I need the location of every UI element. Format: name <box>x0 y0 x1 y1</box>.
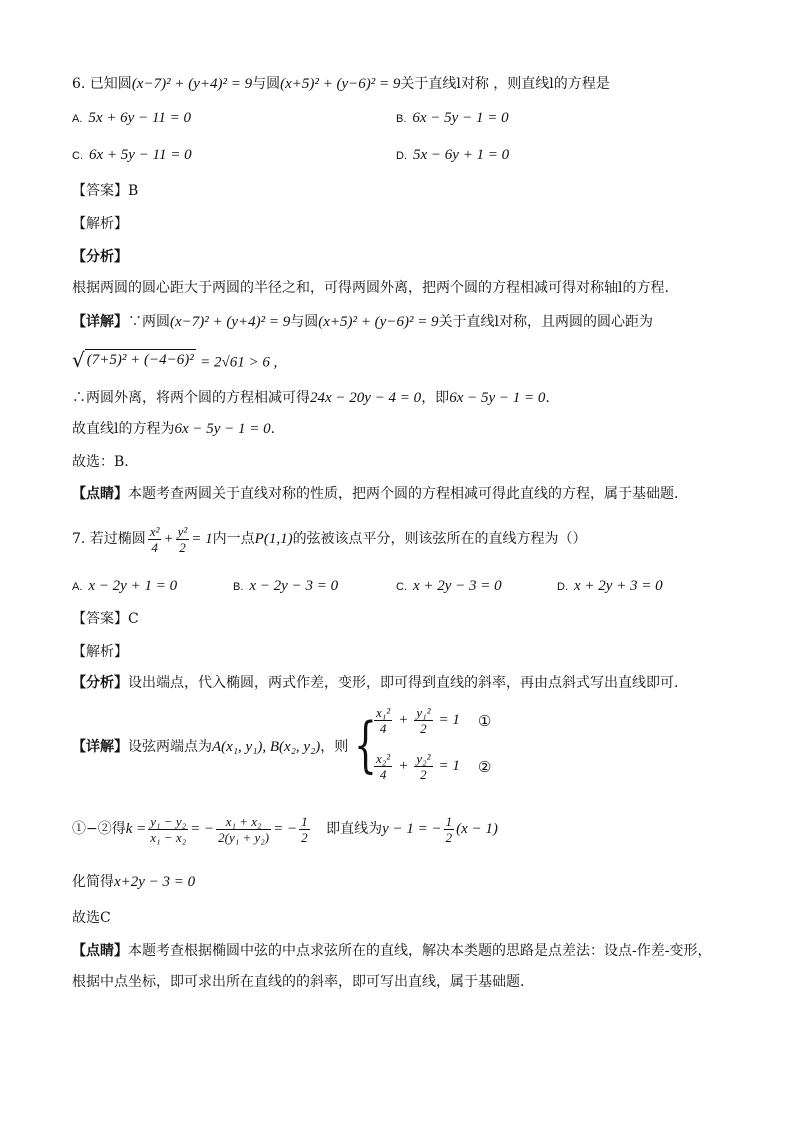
q6-dianjing: 【点睛】本题考查两圆关于直线对称的性质，把两个圆的方程相减可得此直线的方程，属于基础题. <box>72 486 679 502</box>
q6-fenxi-text: 根据两圆的圆心距大于两圆的半径之和，可得两圆外离，把两个圆的方程相减可得对称轴l的方程. <box>72 280 669 296</box>
q6-xiangjie-line1: 【详解】∵两圆(x−7)² + (y+4)² = 9与圆(x+5)² + (y−6)² = 9关于直线l对称，且两圆的圆心距为 <box>72 314 654 330</box>
q7-choose: 故选C <box>72 910 111 926</box>
q7-fenxi: 【分析】设出端点，代入椭圆，两式作差，变形，即可得到直线的斜率，再由点斜式写出直线即可. <box>72 675 679 691</box>
q6-line3: ∴两圆外离，将两个圆的方程相减可得24x − 20y − 4 = 0，即6x − 5y − 1 = 0. <box>72 390 550 406</box>
q6-jiexi: 【解析】 <box>72 216 128 232</box>
q7-dianjing-2: 根据中点坐标，即可求出所在直线的的斜率，即可写出直线，属于基础题. <box>72 974 525 990</box>
q6-fenxi-tag: 【分析】 <box>72 249 128 265</box>
q7-option-b: B. x − 2y − 3 = 0 <box>233 578 339 594</box>
q7-simplify: 化简得x+2y − 3 = 0 <box>72 874 196 890</box>
q7-option-a: A. x − 2y + 1 = 0 <box>72 578 178 594</box>
q7-dianjing-1: 【点睛】本题考查根据椭圆中弦的中点求弦所在的直线，解决本类题的思路是点差法：设点-作差-变形， <box>72 943 712 959</box>
system-equation-2: $\frac{\text{x₂²}}{4}$ + $\frac{\text{y₂²}}{2}$ = 1 ② <box>376 751 492 782</box>
q7-option-d: D. x + 2y + 3 = 0 <box>557 578 663 594</box>
q7-stem: 7. 若过椭圆 $\frac{\text{x²}}{4}$ + $\frac{\text{y²}}{2}$ = 1内一点P(1,1)的弦被该点平分，则该弦所在的直线方程为（） <box>72 523 587 555</box>
q7-slope: ①−②得k = $\frac{\text{y₁ − y₂}}{\text{x₁ − x₂}}$ = − $\frac{\text{x₁ + x₂}}{\text{2(y₁ + y₂)}}$ = − $\frac{1}{2}$ 即直线为y − 1 = − $\frac{1}{2}$ (x − 1) <box>72 813 498 845</box>
q7-xiangjie: 【详解】设弦两端点为A(x₁, y₁), B(x₂, y₂)，则 <box>72 739 349 755</box>
q6-line4: 故直线l的方程为6x − 5y − 1 = 0. <box>72 421 276 437</box>
q6-answer: 【答案】B <box>72 183 139 199</box>
q6-stem: 6. 已知圆(x−7)² + (y+4)² = 9与圆(x+5)² + (y−6)² = 9关于直线l对称 ，则直线l的方程是 <box>72 76 610 92</box>
system-brace: { <box>354 710 377 780</box>
q6-distance: √ (7+5)² + (−4−6)² = 2√61 > 6 , <box>72 347 278 372</box>
system-equation-1: $\frac{\text{x₁²}}{4}$ + $\frac{\text{y₁²}}{2}$ = 1 ① <box>376 705 492 736</box>
q6-option-b: B. 6x − 5y − 1 = 0 <box>396 110 509 126</box>
q6-option-c: C. 6x + 5y − 11 = 0 <box>72 147 192 163</box>
q7-answer: 【答案】C <box>72 611 139 627</box>
q6-option-a: A. 5x + 6y − 11 = 0 <box>72 110 191 126</box>
q7-option-c: C. x + 2y − 3 = 0 <box>396 578 502 594</box>
q7-jiexi: 【解析】 <box>72 644 128 660</box>
q6-choose: 故选：B. <box>72 454 129 470</box>
q6-option-d: D. 5x − 6y + 1 = 0 <box>396 147 510 163</box>
